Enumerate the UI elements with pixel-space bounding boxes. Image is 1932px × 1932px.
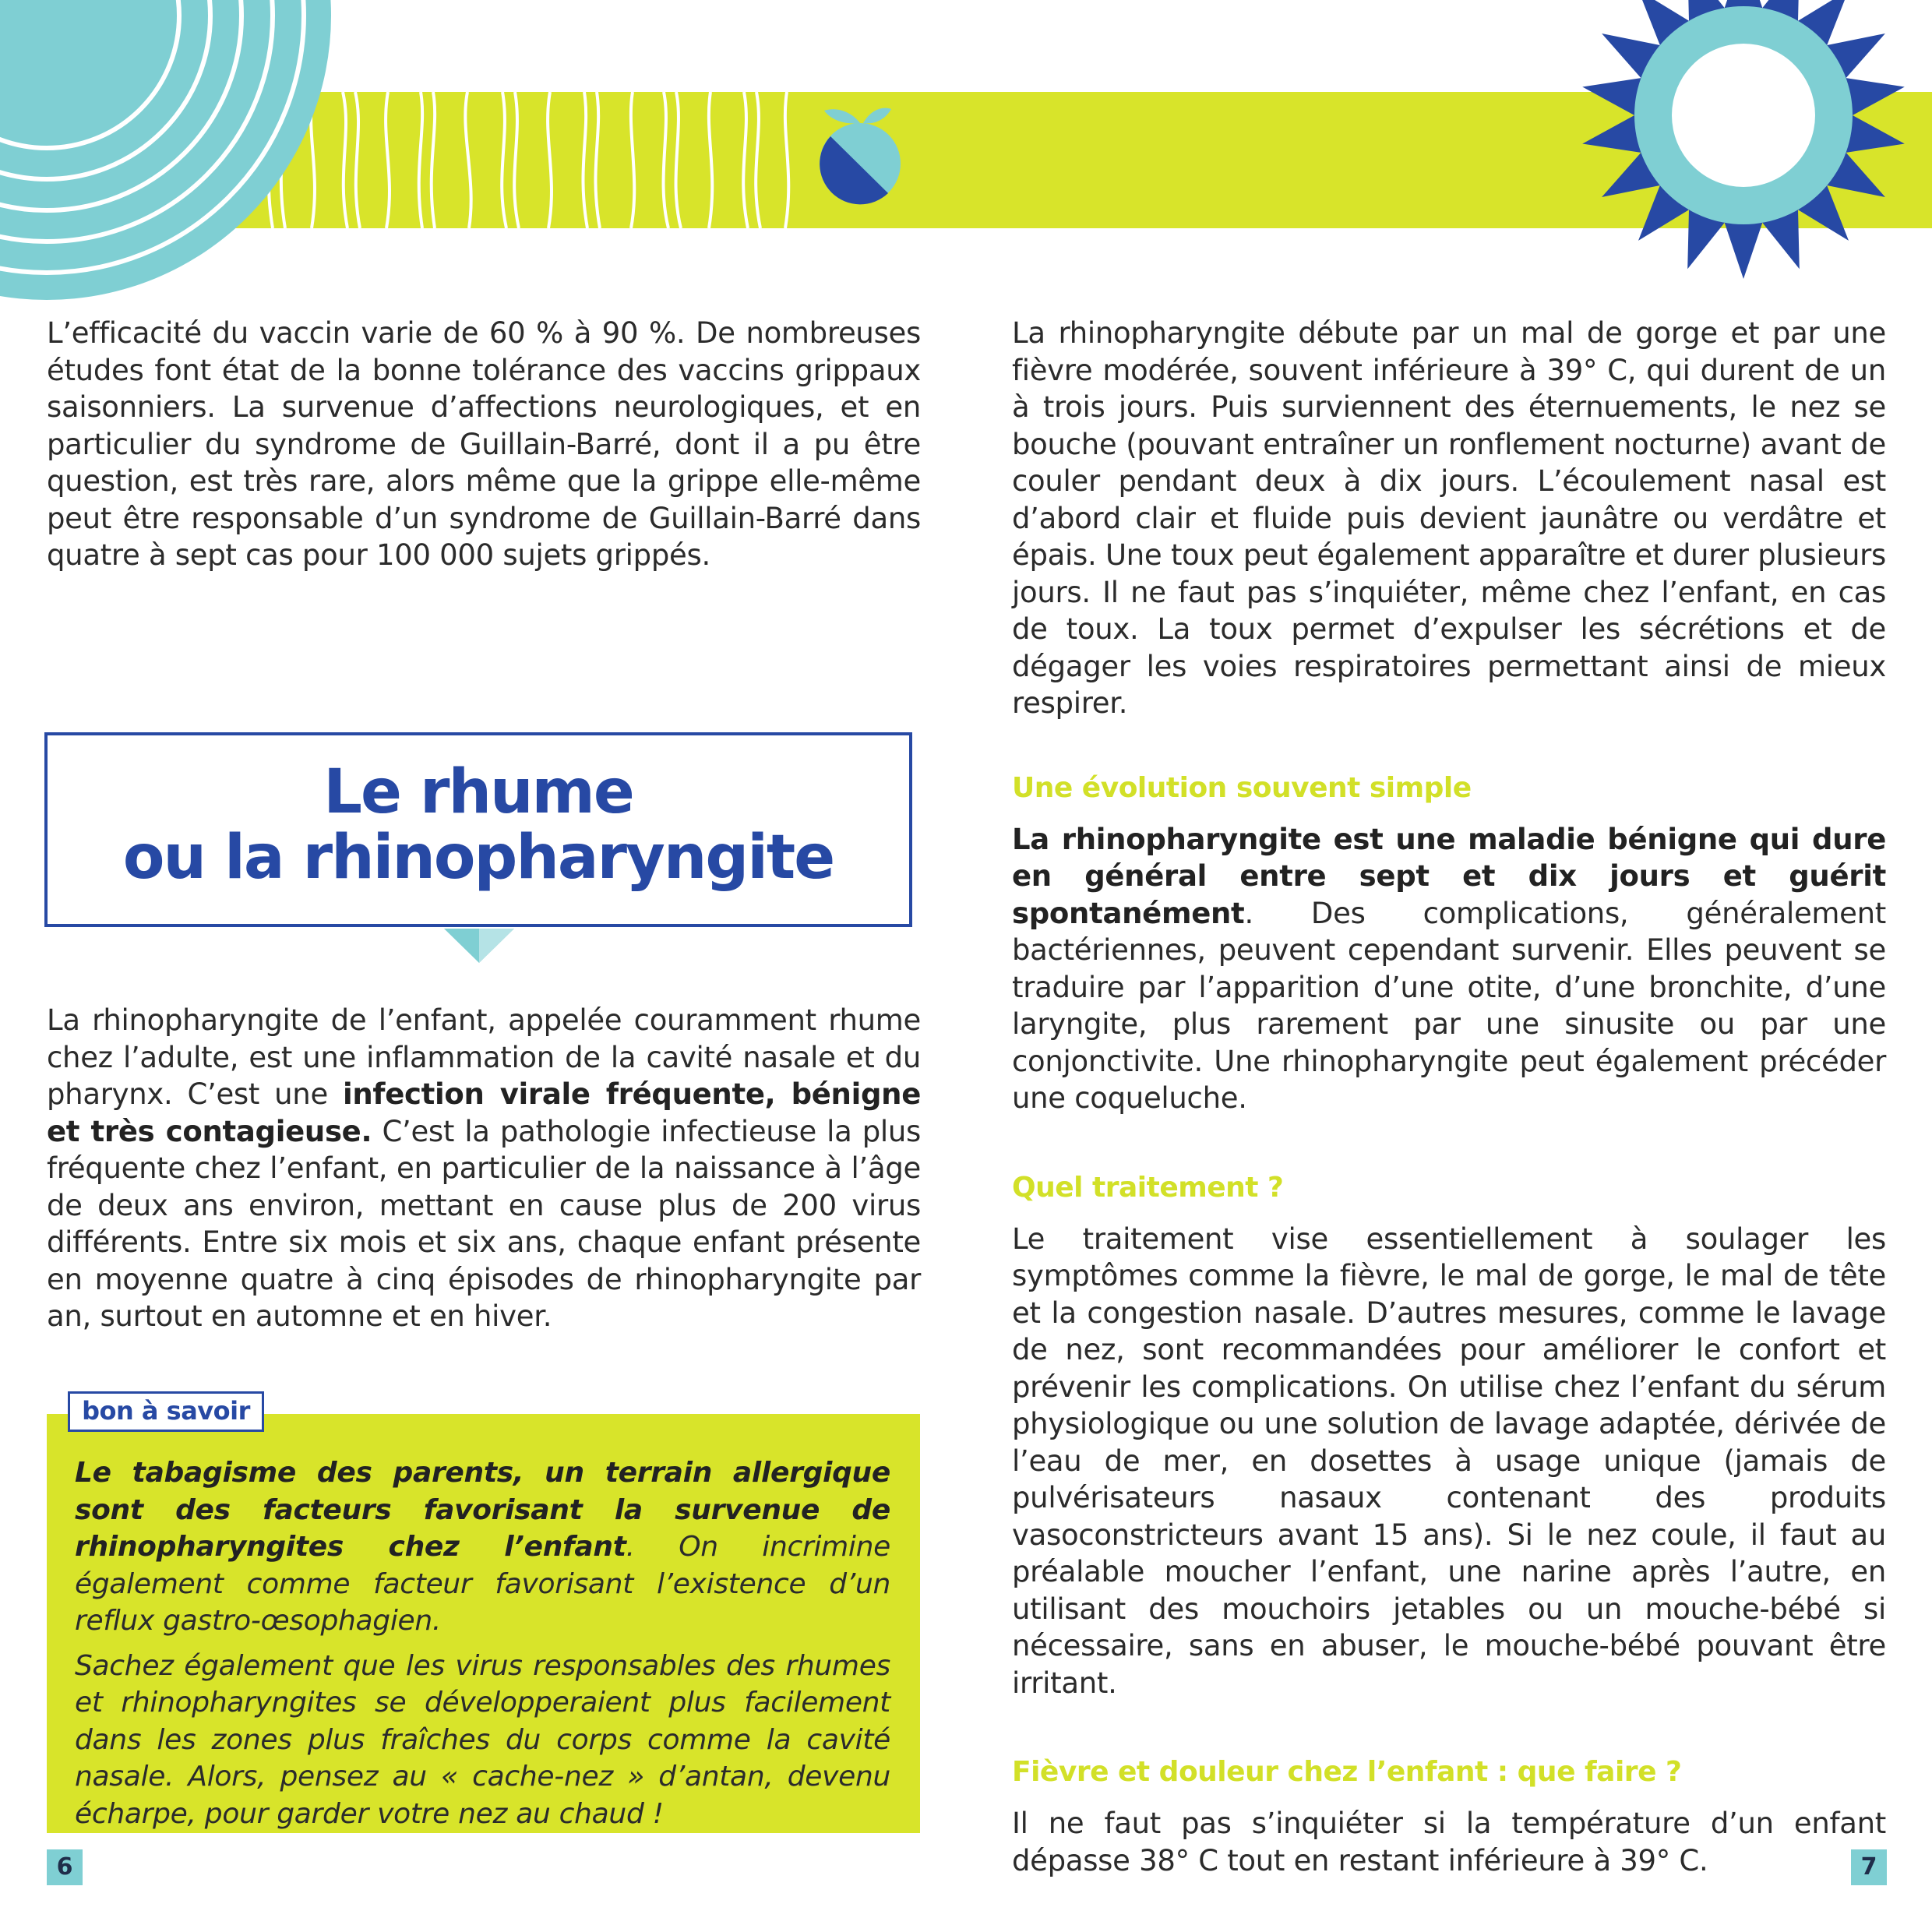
rhume-paragraph-a: La rhinopharyngite de l’enfant, appelée couramment rhume chez l’adulte, est une inflammation de la cavité nasale et du pharynx. C’est une bbox=[47, 1003, 921, 1111]
intro-rhume-block bbox=[47, 1002, 921, 1335]
left-column bbox=[47, 315, 921, 574]
rhume-paragraph-c: C’est la pathologie infectieuse la plus fréquente chez l’enfant, en particulier de la naissance à l’âge de deux ans environ, mettant en cause plus de 200 virus différents. Entre six mois et six ans, chaque enfant présente en moyenne quatre à cinq épisodes de rhinopharyngite par an, surtout en automne et en hiver. bbox=[47, 1114, 921, 1333]
callout-box bbox=[47, 1414, 920, 1833]
callout-paragraph-2: Sachez également que les virus responsables des rhumes et rhinopharyngites se développeraient plus facilement dans les zones plus fraîches du corps comme la cavité nasale. Alors, pensez au « cache-nez » d’antan, devenu écharpe, pour garder votre nez au chaud ! bbox=[75, 1649, 890, 1830]
stripes-pattern bbox=[269, 92, 788, 228]
right-column bbox=[1012, 315, 1886, 1879]
section-title-line1: Le rhume bbox=[323, 757, 633, 827]
callout-bold: Le tabagisme des parents, un terrain allergique sont des facteurs favorisant la survenue de rhinopharyngites chez l’enfant bbox=[75, 1457, 890, 1563]
header-band bbox=[0, 92, 1932, 228]
heading-evolution: Une évolution souvent simple bbox=[1012, 771, 1472, 804]
symptoms-paragraph: La rhinopharyngite débute par un mal de gorge et par une fièvre modérée, souvent inférieure à 39° C, qui durent de un à trois jours. Puis surviennent des éternuements, le nez se bouche (pouvant entraîner un ronflement nocturne) avant de couler pendant deux à dix jours. L’écoulement nasal est d’abord clair et fluide puis devient jaunâtre ou verdâtre et épais. Une toux peut également apparaître et durer plusieurs jours. Il ne faut pas s’inquiéter, même chez l’enfant, en cas de toux. La toux permet d’expulser les sécrétions et de dégager les voies respiratoires permettant ainsi de mieux respirer. bbox=[1012, 316, 1886, 720]
page-number-right: 7 bbox=[1851, 1849, 1887, 1885]
section-title-box bbox=[44, 732, 912, 927]
evolution-paragraph bbox=[1012, 821, 1886, 1117]
sun-icon bbox=[1582, 0, 1905, 279]
page-number-left: 6 bbox=[47, 1849, 83, 1885]
fruit-icon bbox=[820, 108, 901, 205]
rhume-paragraph bbox=[47, 1002, 921, 1335]
heading-fievre: Fièvre et douleur chez l’enfant : que faire ? bbox=[1012, 1756, 1682, 1788]
callout-rest: . On incrimine également comme facteur favorisant l’existence d’un reflux gastro-œsophagien. bbox=[75, 1531, 890, 1637]
heading-traitement: Quel traitement ? bbox=[1012, 1171, 1284, 1204]
fievre-paragraph: Il ne faut pas s’inquiéter si la température d’un enfant dépasse 38° C tout en restant inférieure à 39° C. bbox=[1012, 1807, 1886, 1877]
evolution-bold: La rhinopharyngite est une maladie bénigne qui dure en général entre sept et dix jours et guérit spontanément bbox=[1012, 822, 1886, 930]
intro-paragraph: L’efficacité du vaccin varie de 60 % à 90 %. De nombreuses études font état de la bonne tolérance des vaccins grippaux saisonniers. La survenue d’affections neurologiques, et en particulier du syndrome de Guillain-Barré, dont il a pu être question, est très rare, alors même que la grippe elle-même peut être responsable d’un syndrome de Guillain-Barré dans quatre à sept cas pour 100 000 sujets grippés. bbox=[47, 316, 921, 572]
section-title-line2: ou la rhinopharyngite bbox=[122, 823, 834, 893]
bon-a-savoir-badge: bon à savoir bbox=[68, 1391, 264, 1432]
evolution-rest: . Des complications, généralement bactériennes, peuvent cependant survenir. Elles peuvent se traduire par l’apparition d’une otite, d’une bronchite, d’une laryngite, plus rarement par une sinusite ou par une conjonctivite. Une rhinopharyngite peut également précéder une coqueluche. bbox=[1012, 896, 1886, 1115]
traitement-paragraph: Le traitement vise essentiellement à soulager les symptômes comme la fièvre, le mal de gorge, le mal de tête et la congestion nasale. D’autres mesures, comme le lavage de nez, sont recommandées pour améliorer le confort et prévenir les complications. On utilise chez l’enfant du sérum physiologique ou une solution de lavage adaptée, dérivée de l’eau de mer, en dosettes à usage unique (jamais de pulvérisateurs nasaux contenant des produits vasoconstricteurs avant 15 ans). Si le nez coule, il faut au préalable moucher l’enfant, une narine après l’autre, en utilisant des mouchoirs jetables ou un mouche-bébé si nécessaire, sans en abuser, le mouche-bébé pouvant être irritant. bbox=[1012, 1222, 1886, 1700]
rhume-paragraph-bold: infection virale fréquente, bénigne et très contagieuse. bbox=[47, 1077, 921, 1148]
concentric-circles-icon bbox=[0, 0, 331, 300]
callout-paragraph-1 bbox=[75, 1454, 890, 1640]
title-pointer-icon bbox=[444, 929, 514, 964]
